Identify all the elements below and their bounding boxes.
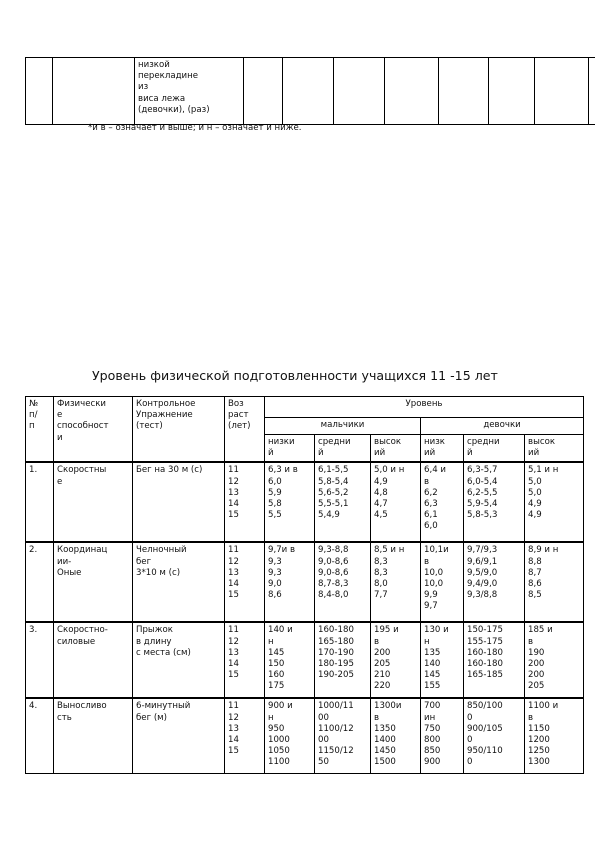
row-exercise: Прыжок в длину с места (см) xyxy=(133,622,225,698)
row-boys-mid: 160-180 165-180 170-190 180-195 190-205 xyxy=(315,622,371,698)
row-boys-mid: 1000/11 00 1100/12 00 1150/12 50 xyxy=(315,698,371,774)
row-boys-low: 140 и н 145 150 160 175 xyxy=(265,622,315,698)
row-boys-low: 900 и н 950 1000 1050 1100 xyxy=(265,698,315,774)
fragment-cell xyxy=(535,58,589,125)
header-level: Уровень xyxy=(265,397,584,418)
row-girls-low: 130 и н 135 140 145 155 xyxy=(421,622,464,698)
header-exercise: Контрольное Упражнение (тест) xyxy=(133,397,225,463)
row-ability: Скоростны е xyxy=(54,462,133,542)
row-girls-mid: 850/100 0 900/105 0 950/110 0 xyxy=(464,698,525,774)
previous-table-fragment xyxy=(25,57,595,125)
fitness-levels-table xyxy=(25,396,584,774)
header-girls-low: низк ий xyxy=(421,435,464,463)
table-row xyxy=(26,462,584,542)
footnote: *и в – означает и выше; и н – означает и ниже. xyxy=(88,123,302,133)
row-boys-high: 1300и в 1350 1400 1450 1500 xyxy=(371,698,421,774)
table-row xyxy=(26,698,584,774)
row-girls-high: 5,1 и н 5,0 5,0 4,9 4,9 xyxy=(525,462,584,542)
row-boys-low: 9,7и в 9,3 9,3 9,0 8,6 xyxy=(265,542,315,622)
row-num: 1. xyxy=(26,462,54,542)
row-exercise: Бег на 30 м (с) xyxy=(133,462,225,542)
row-ability: Скоростно- силовые xyxy=(54,622,133,698)
page-title: Уровень физической подготовленности учащихся 11 -15 лет xyxy=(92,368,498,383)
fragment-cell xyxy=(385,58,439,125)
fragment-exercise-text: низкой перекладине из виса лежа (девочки), (раз) xyxy=(135,58,244,125)
header-boys-mid: средни й xyxy=(315,435,371,463)
fragment-cell xyxy=(26,58,53,125)
row-girls-mid: 6,3-5,7 6,0-5,4 6,2-5,5 5,9-5,4 5,8-5,3 xyxy=(464,462,525,542)
row-girls-mid: 9,7/9,3 9,6/9,1 9,5/9,0 9,4/9,0 9,3/8,8 xyxy=(464,542,525,622)
fragment-cell xyxy=(244,58,283,125)
header-girls-mid: средни й xyxy=(464,435,525,463)
row-girls-low: 700 ин 750 800 850 900 xyxy=(421,698,464,774)
row-boys-high: 195 и в 200 205 210 220 xyxy=(371,622,421,698)
row-girls-high: 185 и в 190 200 200 205 xyxy=(525,622,584,698)
row-ages: 11 12 13 14 15 xyxy=(225,698,265,774)
row-girls-low: 10,1и в 10,0 10,0 9,9 9,7 xyxy=(421,542,464,622)
row-num: 2. xyxy=(26,542,54,622)
fragment-cell xyxy=(589,58,595,125)
row-boys-low: 6,3 и в 6,0 5,9 5,8 5,5 xyxy=(265,462,315,542)
fragment-cell xyxy=(334,58,385,125)
header-ability: Физически е способност и xyxy=(54,397,133,463)
header-girls: девочки xyxy=(421,418,584,435)
row-boys-high: 5,0 и н 4,9 4,8 4,7 4,5 xyxy=(371,462,421,542)
row-exercise: 6-минутный бег (м) xyxy=(133,698,225,774)
header-boys-high: высок ий xyxy=(371,435,421,463)
header-boys: мальчики xyxy=(265,418,421,435)
row-girls-high: 1100 и в 1150 1200 1250 1300 xyxy=(525,698,584,774)
table-row xyxy=(26,542,584,622)
row-ages: 11 12 13 14 15 xyxy=(225,622,265,698)
fragment-cell xyxy=(489,58,535,125)
row-boys-mid: 9,3-8,8 9,0-8,6 9,0-8,6 8,7-8,3 8,4-8,0 xyxy=(315,542,371,622)
row-boys-high: 8,5 и н 8,3 8,3 8,0 7,7 xyxy=(371,542,421,622)
header-num: № п/ п xyxy=(26,397,54,463)
row-num: 3. xyxy=(26,622,54,698)
row-ability: Выносливо сть xyxy=(54,698,133,774)
row-ability: Координац ии- Оные xyxy=(54,542,133,622)
row-boys-mid: 6,1-5,5 5,8-5,4 5,6-5,2 5,5-5,1 5,4,9 xyxy=(315,462,371,542)
row-ages: 11 12 13 14 15 xyxy=(225,462,265,542)
header-age: Воз раст (лет) xyxy=(225,397,265,463)
fragment-cell xyxy=(283,58,334,125)
row-girls-low: 6,4 и в 6,2 6,3 6,1 6,0 xyxy=(421,462,464,542)
fragment-cell xyxy=(53,58,135,125)
row-num: 4. xyxy=(26,698,54,774)
row-girls-mid: 150-175 155-175 160-180 160-180 165-185 xyxy=(464,622,525,698)
fragment-cell xyxy=(439,58,489,125)
header-girls-high: высок ий xyxy=(525,435,584,463)
row-exercise: Челночный бег 3*10 м (с) xyxy=(133,542,225,622)
row-girls-high: 8,9 и н 8,8 8,7 8,6 8,5 xyxy=(525,542,584,622)
header-boys-low: низки й xyxy=(265,435,315,463)
table-row xyxy=(26,622,584,698)
row-ages: 11 12 13 14 15 xyxy=(225,542,265,622)
